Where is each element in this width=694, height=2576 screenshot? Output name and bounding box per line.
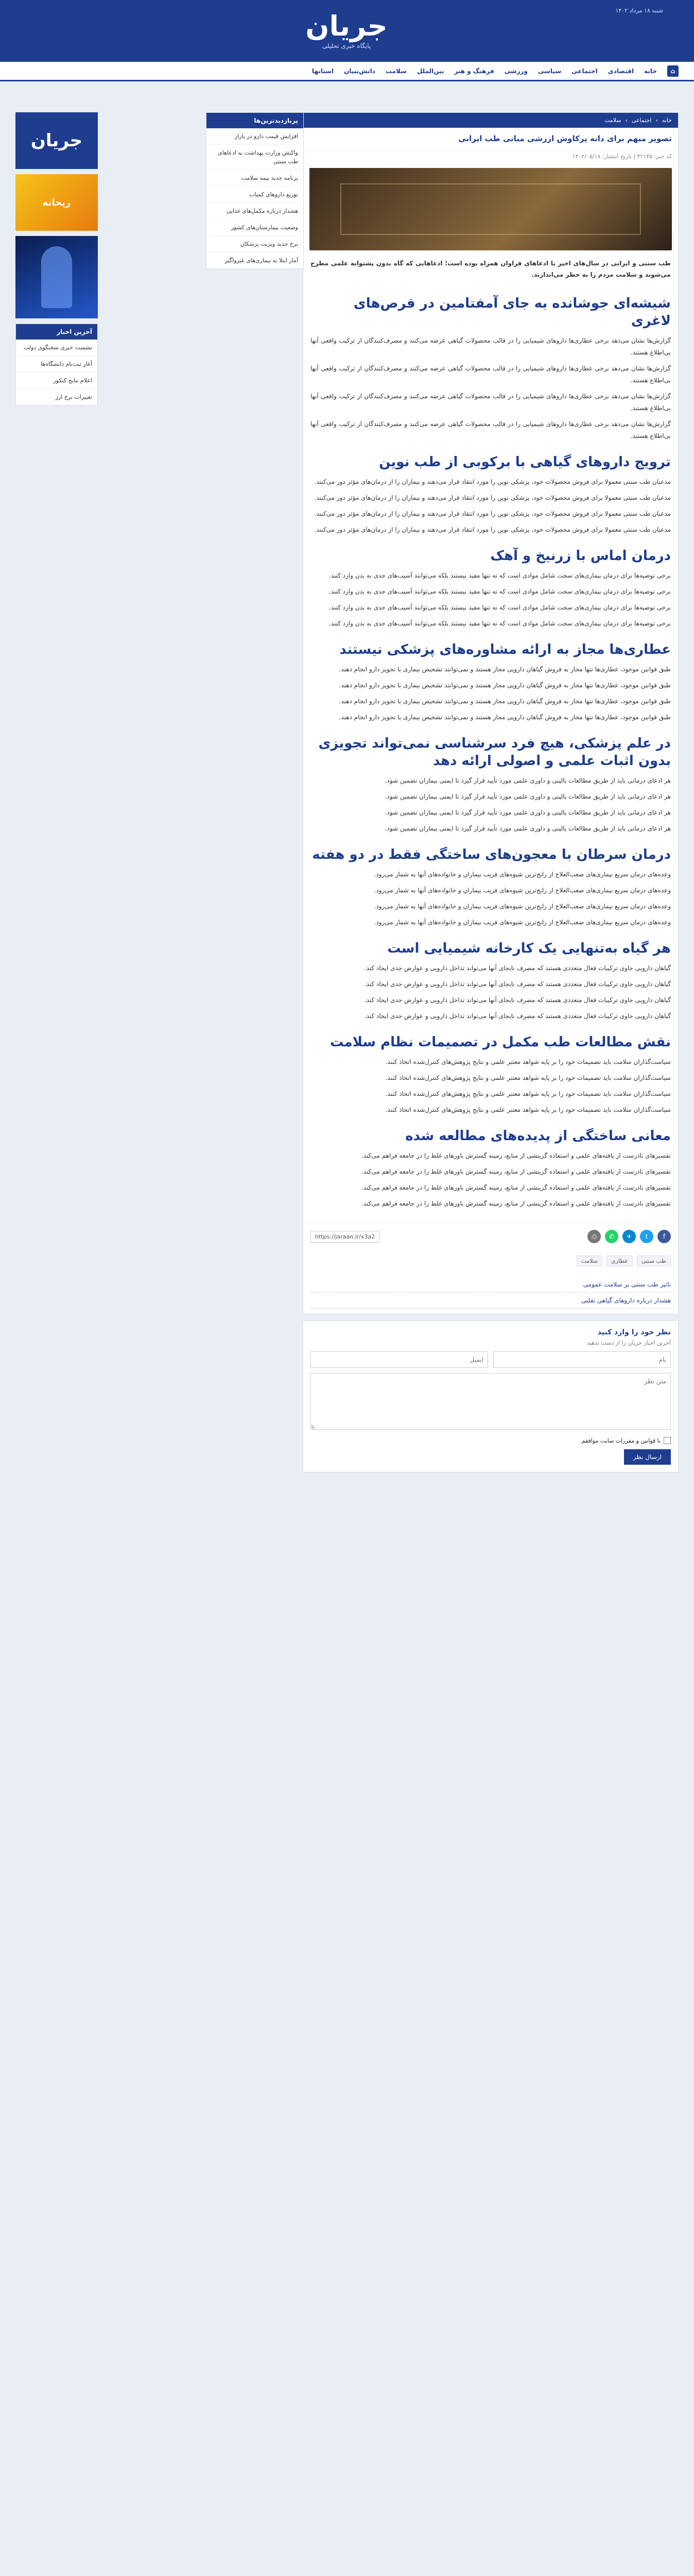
nav-item[interactable]: ورزشی xyxy=(504,67,528,75)
name-field[interactable] xyxy=(493,1351,671,1368)
section-paragraph: سیاست‌گذاران سلامت باید تصمیمات خود را بر پایه شواهد معتبر علمی و نتایج پژوهش‌های کنترل‌شده اتخاذ کنند. xyxy=(385,1074,671,1081)
nav-item[interactable]: بین‌الملل xyxy=(417,67,444,75)
nav-item[interactable]: سلامت xyxy=(385,67,407,75)
section-paragraph: مدعیان طب سنتی معمولا برای فروش محصولات خود، پزشکی نوین را مورد انتقاد قرار می‌دهند و بیماران را از درمان‌های مؤثر دور می‌کنند. xyxy=(314,526,671,533)
section-paragraph: گزارش‌ها نشان می‌دهد برخی عطاری‌ها داروهای شیمیایی را در قالب محصولات گیاهی عرضه می‌کنند و مصرف‌کنندگان از ترکیب واقعی آنها بی‌اطلاع هستند. xyxy=(310,393,671,412)
breadcrumb-item[interactable]: سلامت xyxy=(604,117,621,124)
latest-news xyxy=(15,324,98,406)
section-paragraph: مدعیان طب سنتی معمولا برای فروش محصولات خود، پزشکی نوین را مورد انتقاد قرار می‌دهند و بیماران را از درمان‌های مؤثر دور می‌کنند. xyxy=(314,494,671,501)
latest-item[interactable]: تغییرات نرخ ارز xyxy=(16,389,97,405)
nav-item[interactable]: اجتماعی xyxy=(571,67,598,75)
breadcrumb-item[interactable]: خانه xyxy=(662,117,672,124)
latest-item[interactable]: نشست خبری سخنگوی دولت xyxy=(16,340,97,356)
section-paragraph: طبق قوانین موجود، عطاری‌ها تنها مجاز به فروش گیاهان دارویی مجاز هستند و نمی‌توانند تشخیص بیماری یا تجویز دارو انجام دهند. xyxy=(339,682,671,689)
short-link[interactable]: https://jaraan.ir/x3a2 xyxy=(310,1231,379,1243)
ad-banner-logo[interactable] xyxy=(15,112,98,169)
sidebar-item[interactable]: آمار ابتلا به بیماری‌های غیرواگیر xyxy=(206,252,303,269)
facebook-icon[interactable]: f xyxy=(657,1230,671,1243)
article-title: تصویر مبهم برای دانه پرکاوش ارزشی مبانی طب ایرانی xyxy=(303,128,678,150)
section-paragraph: تفسیرهای نادرست از یافته‌های علمی و استفاده گزینشی از منابع، زمینه گسترش باورهای غلط را در جامعه فراهم می‌کند. xyxy=(361,1168,671,1175)
latest-item[interactable]: آغاز ثبت‌نام دانشگاه‌ها xyxy=(16,356,97,372)
section-paragraph: گیاهان دارویی حاوی ترکیبات فعال متعددی هستند که مصرف نابجای آنها می‌تواند تداخل دارویی و عوارض جدی ایجاد کند. xyxy=(364,1012,671,1020)
section-paragraph: هر ادعای درمانی باید از طریق مطالعات بالینی و داوری علمی مورد تأیید قرار گیرد تا ایمنی بیماران تضمین شود. xyxy=(385,793,671,800)
share-bar xyxy=(303,1222,678,1250)
section-paragraph: تفسیرهای نادرست از یافته‌های علمی و استفاده گزینشی از منابع، زمینه گسترش باورهای غلط را در جامعه فراهم می‌کند. xyxy=(361,1200,671,1207)
related-item[interactable]: هشدار درباره داروهای گیاهی تقلبی xyxy=(310,1293,671,1309)
logo-tagline: پایگاه خبری تحلیلی xyxy=(322,42,371,49)
nav-item[interactable]: اقتصادی xyxy=(608,67,634,75)
home-icon[interactable]: ⌂ xyxy=(667,65,679,77)
sidebar-heading: پربازدیدترین‌ها xyxy=(206,113,303,128)
section-paragraph: سیاست‌گذاران سلامت باید تصمیمات خود را بر پایه شواهد معتبر علمی و نتایج پژوهش‌های کنترل‌شده اتخاذ کنند. xyxy=(385,1106,671,1113)
section-paragraph: تفسیرهای نادرست از یافته‌های علمی و استفاده گزینشی از منابع، زمینه گسترش باورهای غلط را در جامعه فراهم می‌کند. xyxy=(361,1184,671,1191)
sidebar-ads xyxy=(15,112,98,406)
twitter-icon[interactable]: t xyxy=(640,1230,653,1243)
whatsapp-icon[interactable]: ✆ xyxy=(605,1230,618,1243)
nav-item[interactable]: خانه xyxy=(644,67,657,75)
section-paragraph: برخی توصیه‌ها برای درمان بیماری‌های سخت شامل موادی است که نه تنها مفید نیستند بلکه می‌توانند آسیب‌های جدی به بدن وارد کنند. xyxy=(328,604,671,611)
site-logo[interactable] xyxy=(287,9,406,53)
section-heading: در علم پزشکی، هیچ فرد سرشناسی نمی‌تواند تجویزی بدون اثبات علمی و اصولی ارائه دهد xyxy=(318,736,671,769)
comment-textarea[interactable] xyxy=(310,1373,671,1430)
section-paragraph: گزارش‌ها نشان می‌دهد برخی عطاری‌ها داروهای شیمیایی را در قالب محصولات گیاهی عرضه می‌کنند و مصرف‌کنندگان از ترکیب واقعی آنها بی‌اطلاع هستند. xyxy=(310,365,671,384)
nav-item[interactable]: سیاسی xyxy=(537,67,562,75)
header-date: شنبه ۱۸ مرداد ۱۴۰۲ xyxy=(615,7,663,14)
article-body xyxy=(303,285,678,1212)
section-paragraph: وعده‌های درمان سریع بیماری‌های صعب‌العلاج از رایج‌ترین شیوه‌های فریب بیماران و خانواده‌های آنها به شمار می‌رود. xyxy=(374,871,671,878)
sidebar-item[interactable]: توزیع داروهای کمیاب xyxy=(206,187,303,203)
consent-checkbox[interactable] xyxy=(664,1437,671,1444)
related-item[interactable]: تاثیر طب سنتی بر سلامت عمومی xyxy=(310,1277,671,1293)
section-paragraph: گیاهان دارویی حاوی ترکیبات فعال متعددی هستند که مصرف نابجای آنها می‌تواند تداخل دارویی و عوارض جدی ایجاد کند. xyxy=(364,980,671,988)
section-heading: معانی ساختگی از پدیده‌های مطالعه شده xyxy=(405,1128,671,1144)
article-column xyxy=(303,112,679,1472)
nav-item[interactable]: استانها xyxy=(311,67,334,75)
section-paragraph: گیاهان دارویی حاوی ترکیبات فعال متعددی هستند که مصرف نابجای آنها می‌تواند تداخل دارویی و عوارض جدی ایجاد کند. xyxy=(364,996,671,1004)
tag[interactable]: عطاری xyxy=(606,1256,633,1266)
sidebar-item[interactable]: وضعیت بیمارستان‌های کشور xyxy=(206,219,303,236)
section-paragraph: مدعیان طب سنتی معمولا برای فروش محصولات خود، پزشکی نوین را مورد انتقاد قرار می‌دهند و بیماران را از درمان‌های مؤثر دور می‌کنند. xyxy=(314,478,671,485)
nav-item[interactable]: فرهنگ و هنر xyxy=(454,67,494,75)
section-heading: نقش مطالعات طب مکمل در تصمیمات نظام سلامت xyxy=(330,1035,671,1050)
section-paragraph: گزارش‌ها نشان می‌دهد برخی عطاری‌ها داروهای شیمیایی را در قالب محصولات گیاهی عرضه می‌کنند و مصرف‌کنندگان از ترکیب واقعی آنها بی‌اطلاع هستند. xyxy=(310,337,671,356)
ad-logo-text: جریان xyxy=(30,130,83,151)
sidebar-item[interactable]: برنامه جدید بیمه سلامت xyxy=(206,170,303,187)
section-paragraph: طبق قوانین موجود، عطاری‌ها تنها مجاز به فروش گیاهان دارویی مجاز هستند و نمی‌توانند تشخیص بیماری یا تجویز دارو انجام دهند. xyxy=(339,666,671,673)
latest-item[interactable]: اعلام نتایج کنکور xyxy=(16,372,97,389)
article-meta: کد خبر: ۳۲۱۴۵ | تاریخ انتشار: ۱۴۰۲/۰۵/۱۸ xyxy=(572,153,672,160)
section-paragraph: وعده‌های درمان سریع بیماری‌های صعب‌العلاج از رایج‌ترین شیوه‌های فریب بیماران و خانواده‌های آنها به شمار می‌رود. xyxy=(374,887,671,894)
consent-row xyxy=(310,1437,671,1444)
comment-title: نظر خود را وارد کنید xyxy=(597,1328,671,1336)
article-box xyxy=(303,112,679,1314)
sidebar-item[interactable]: واکنش وزارت بهداشت به ادعاهای طب سنتی xyxy=(206,145,303,170)
section-paragraph: سیاست‌گذاران سلامت باید تصمیمات خود را بر پایه شواهد معتبر علمی و نتایج پژوهش‌های کنترل‌شده اتخاذ کنند. xyxy=(385,1090,671,1097)
related-news xyxy=(303,1272,678,1314)
section-paragraph: هر ادعای درمانی باید از طریق مطالعات بالینی و داوری علمی مورد تأیید قرار گیرد تا ایمنی بیماران تضمین شود. xyxy=(385,809,671,816)
section-paragraph: وعده‌های درمان سریع بیماری‌های صعب‌العلاج از رایج‌ترین شیوه‌های فریب بیماران و خانواده‌های آنها به شمار می‌رود. xyxy=(374,919,671,926)
tag[interactable]: سلامت xyxy=(577,1256,602,1266)
telegram-icon[interactable]: ✈ xyxy=(622,1230,636,1243)
ad-banner[interactable]: ریحانه xyxy=(15,174,98,231)
breadcrumb-item[interactable]: اجتماعی xyxy=(631,117,652,124)
article-image xyxy=(309,168,672,250)
sidebar-item[interactable]: افزایش قیمت دارو در بازار xyxy=(206,128,303,145)
article-lead: طب سنتی و ایرانی در سال‌های اخیر با ادعاهای فراوان همراه بوده است؛ ادعاهایی که گاه بدون پشتوانه علمی مطرح می‌شوند و سلامت مردم را به خطر می‌اندازند. xyxy=(310,260,671,278)
section-paragraph: سیاست‌گذاران سلامت باید تصمیمات خود را بر پایه شواهد معتبر علمی و نتایج پژوهش‌های کنترل‌شده اتخاذ کنند. xyxy=(385,1058,671,1065)
section-paragraph: گیاهان دارویی حاوی ترکیبات فعال متعددی هستند که مصرف نابجای آنها می‌تواند تداخل دارویی و عوارض جدی ایجاد کند. xyxy=(364,964,671,972)
section-paragraph: هر ادعای درمانی باید از طریق مطالعات بالینی و داوری علمی مورد تأیید قرار گیرد تا ایمنی بیماران تضمین شود. xyxy=(385,777,671,784)
nav-item[interactable]: دانش‌بنیان xyxy=(344,67,375,75)
section-heading: عطاری‌ها مجاز به ارائه مشاوره‌های پزشکی نیستند xyxy=(339,642,671,657)
section-paragraph: هر ادعای درمانی باید از طریق مطالعات بالینی و داوری علمی مورد تأیید قرار گیرد تا ایمنی بیماران تضمین شود. xyxy=(385,825,671,832)
submit-comment-button[interactable]: ارسال نظر xyxy=(624,1449,671,1465)
section-heading: درمان سرطان با معجون‌های ساختگی فقط در دو هفته xyxy=(312,847,671,862)
section-paragraph: برخی توصیه‌ها برای درمان بیماری‌های سخت شامل موادی است که نه تنها مفید نیستند بلکه می‌توانند آسیب‌های جدی به بدن وارد کنند. xyxy=(328,588,671,595)
sidebar-item[interactable]: هشدار درباره مکمل‌های غذایی xyxy=(206,203,303,219)
print-icon[interactable]: ⎙ xyxy=(587,1230,601,1243)
section-paragraph: مدعیان طب سنتی معمولا برای فروش محصولات خود، پزشکی نوین را مورد انتقاد قرار می‌دهند و بیماران را از درمان‌های مؤثر دور می‌کنند. xyxy=(314,510,671,517)
section-paragraph: برخی توصیه‌ها برای درمان بیماری‌های سخت شامل موادی است که نه تنها مفید نیستند بلکه می‌توانند آسیب‌های جدی به بدن وارد کنند. xyxy=(328,572,671,579)
logo-text: جریان xyxy=(305,10,388,42)
site-header xyxy=(0,0,694,62)
sidebar xyxy=(206,112,304,269)
main-nav xyxy=(0,62,694,81)
email-field[interactable] xyxy=(310,1351,488,1368)
section-heading: شیشه‌ای جوشانده به جای آمفتامین در قرص‌های لاغری xyxy=(353,296,671,329)
section-heading: درمان اماس با زرنیخ و آهک xyxy=(490,548,671,564)
section-heading: هر گیاه به‌تنهایی یک کارخانه شیمیایی است xyxy=(387,941,671,956)
sidebar-item[interactable]: نرخ جدید ویزیت پزشکان xyxy=(206,236,303,252)
popular-news xyxy=(206,112,304,269)
breadcrumb: خانه › اجتماعی › سلامت xyxy=(303,113,678,128)
section-paragraph: گزارش‌ها نشان می‌دهد برخی عطاری‌ها داروهای شیمیایی را در قالب محصولات گیاهی عرضه می‌کنند و مصرف‌کنندگان از ترکیب واقعی آنها بی‌اطلاع هستند. xyxy=(310,420,671,439)
section-paragraph: طبق قوانین موجود، عطاری‌ها تنها مجاز به فروش گیاهان دارویی مجاز هستند و نمی‌توانند تشخیص بیماری یا تجویز دارو انجام دهند. xyxy=(339,698,671,705)
ad-banner-image[interactable] xyxy=(15,236,98,318)
section-paragraph: وعده‌های درمان سریع بیماری‌های صعب‌العلاج از رایج‌ترین شیوه‌های فریب بیماران و خانواده‌های آنها به شمار می‌رود. xyxy=(374,903,671,910)
section-heading: ترویج داروهای گیاهی با برکوبی از طب نوین xyxy=(379,454,671,470)
tag-list xyxy=(303,1250,678,1272)
comment-note: آخرین اخبار جریان را از دست ندهید xyxy=(587,1340,671,1346)
tag[interactable]: طب سنتی xyxy=(637,1256,671,1266)
section-paragraph: تفسیرهای نادرست از یافته‌های علمی و استفاده گزینشی از منابع، زمینه گسترش باورهای غلط را در جامعه فراهم می‌کند. xyxy=(361,1152,671,1159)
latest-heading: آخرین اخبار xyxy=(16,324,97,340)
consent-label: با قوانین و مقررات سایت موافقم xyxy=(581,1437,661,1444)
comment-form xyxy=(303,1320,679,1472)
section-paragraph: برخی توصیه‌ها برای درمان بیماری‌های سخت شامل موادی است که نه تنها مفید نیستند بلکه می‌توانند آسیب‌های جدی به بدن وارد کنند. xyxy=(328,620,671,627)
section-paragraph: طبق قوانین موجود، عطاری‌ها تنها مجاز به فروش گیاهان دارویی مجاز هستند و نمی‌توانند تشخیص بیماری یا تجویز دارو انجام دهند. xyxy=(339,714,671,721)
